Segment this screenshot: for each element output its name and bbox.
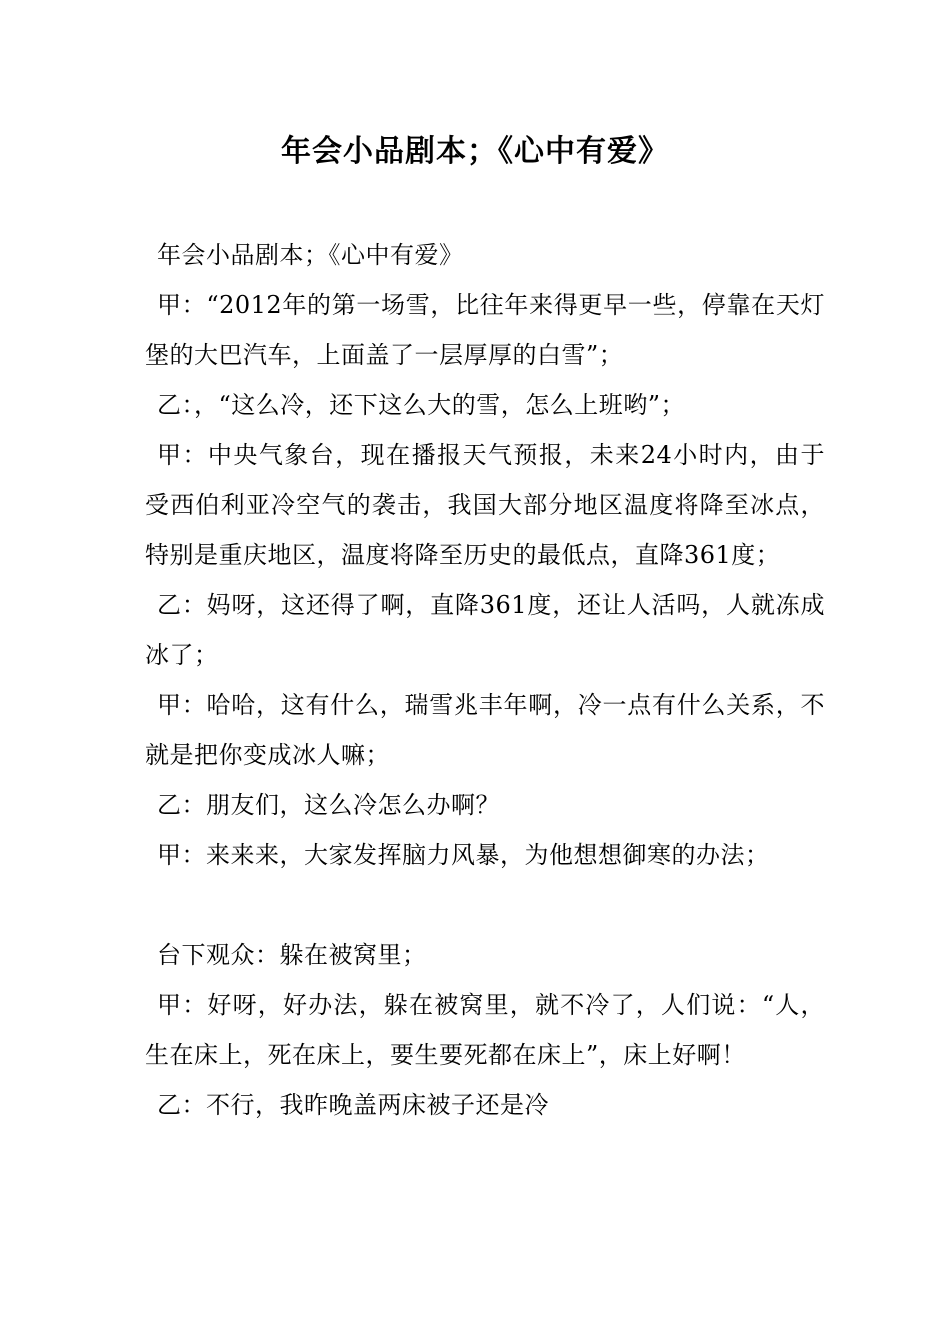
paragraph-line: 乙：妈呀，这还得了啊，直降361度，还让人活吗，人就冻成冰了； (145, 591, 825, 669)
paragraph-line: 甲：“2012年的第一场雪，比往年来得更早一些，停靠在天灯堡的大巴汽车，上面盖了一层厚厚的白雪”； (145, 291, 825, 369)
paragraph-gap (145, 880, 825, 930)
document-title: 年会小品剧本；《心中有爱》 (281, 134, 669, 169)
paragraph-line: 甲：好呀，好办法，躲在被窝里，就不冷了，人们说：“人，生在床上，死在床上，要生要死都在床上”，床上好啊！ (145, 991, 825, 1069)
paragraph-line: 甲：中央气象台，现在播报天气预报，未来24小时内，由于受西伯利亚冷空气的袭击，我国大部分地区温度将降至冰点，特别是重庆地区，温度将降至历史的最低点，直降361度； (145, 441, 825, 569)
paragraph-heading-repeat: 年会小品剧本；《心中有爱》 (157, 241, 464, 269)
document-body (145, 230, 825, 1130)
paragraph-line: 乙：，“这么冷，还下这么大的雪，怎么上班哟”； (157, 391, 686, 419)
paragraph-line: 甲：哈哈，这有什么，瑞雪兆丰年啊，冷一点有什么关系，不就是把你变成冰人嘛； (145, 691, 825, 769)
paragraph-line: 甲：来来来，大家发挥脑力风暴，为他想想御寒的办法； (157, 841, 770, 869)
paragraph-line: 台下观众：躲在被窝里； (157, 941, 427, 969)
paragraph-line: 乙：朋友们，这么冷怎么办啊？ (157, 791, 500, 819)
paragraph-line: 乙：不行，我昨晚盖两床被子还是冷 (157, 1091, 549, 1119)
